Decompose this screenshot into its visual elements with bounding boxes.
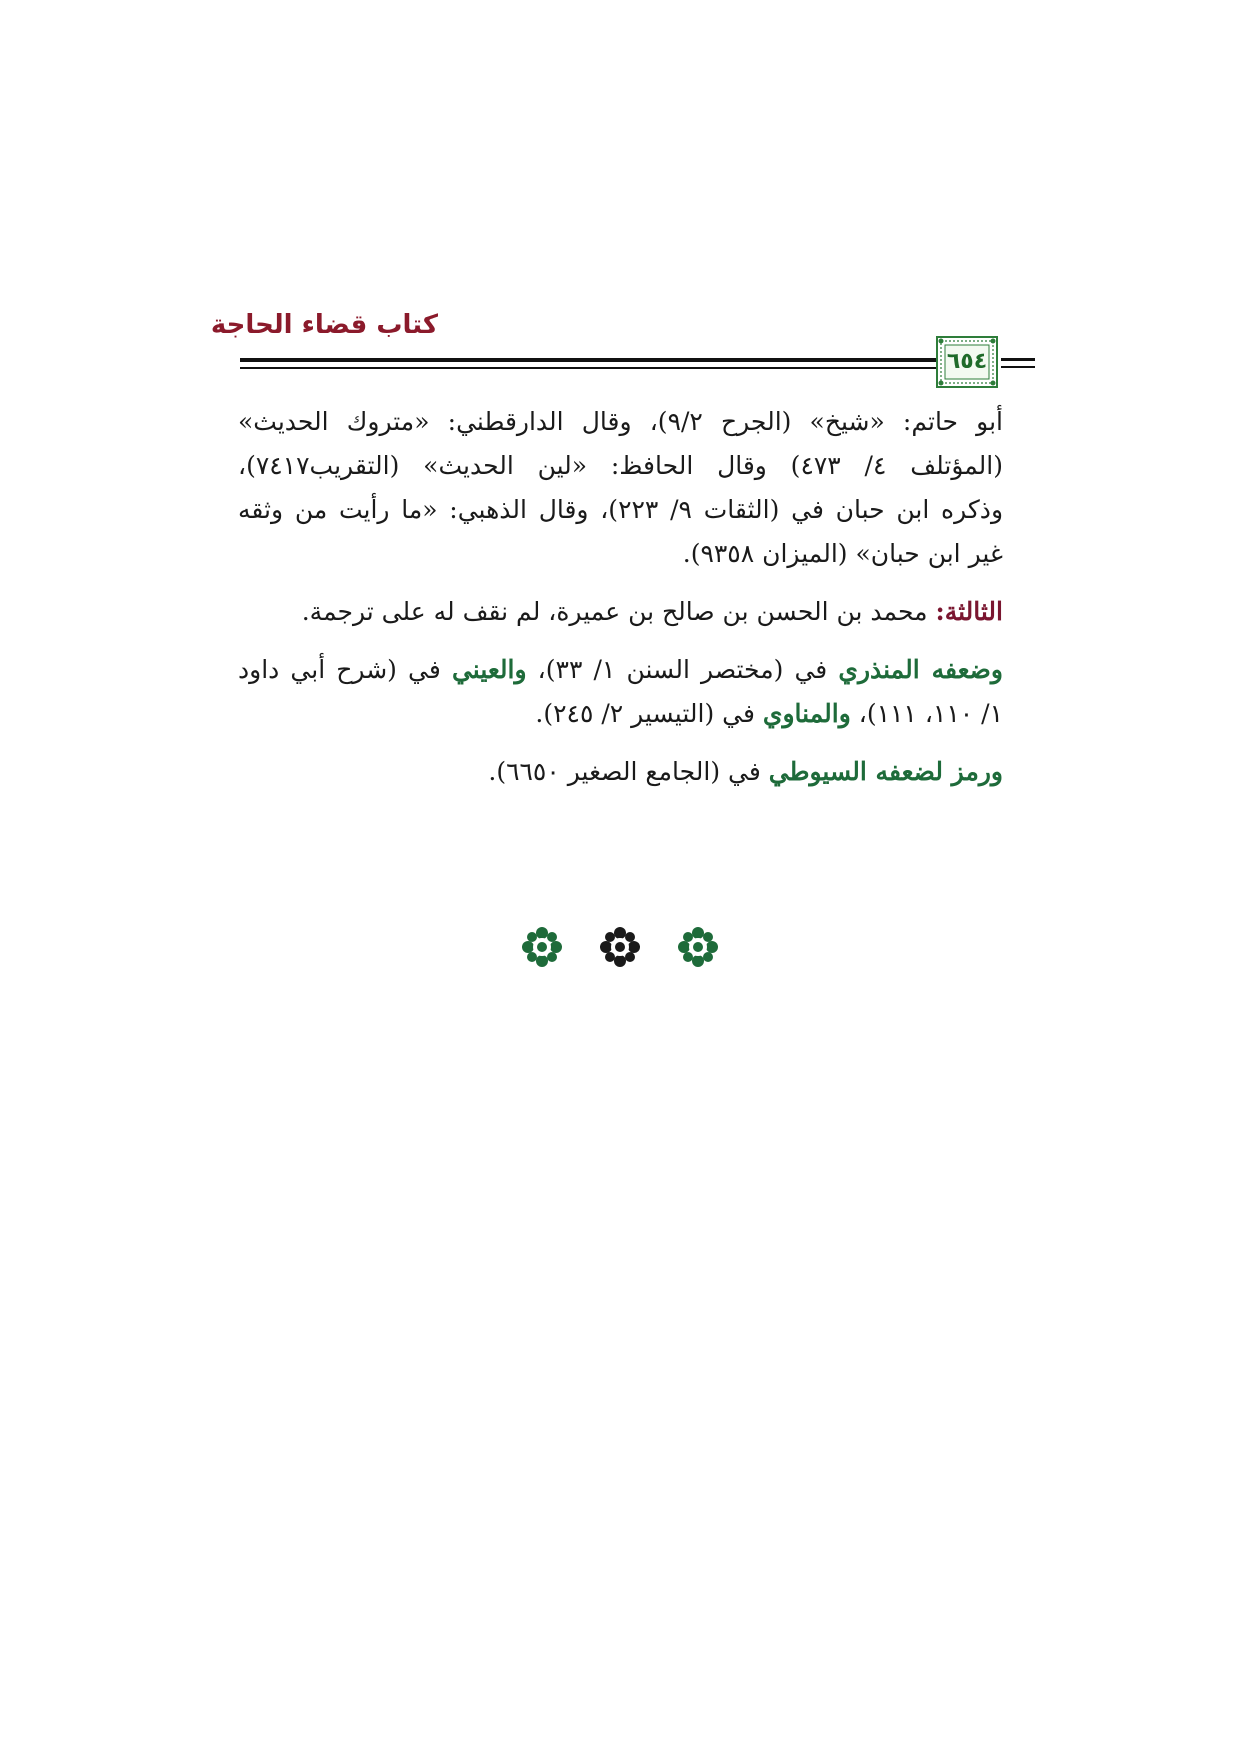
text-line: أبو حاتم: «شيخ» (الجرح ٩/٢)، وقال الدارقطني: «متروك الحديث» <box>238 407 1003 436</box>
page-number: ٦٥٤ <box>946 349 988 374</box>
header-rule-thin <box>240 367 990 369</box>
citation-text: في (التيسير ٢/ ٢٤٥). <box>535 699 763 728</box>
section-end-ornaments <box>520 925 720 969</box>
text-line: وذكره ابن حبان في (الثقات ٩/ ٢٢٣)، وقال الذهبي: «ما رأيت من وثقه <box>238 495 1004 524</box>
text-line <box>238 750 1003 794</box>
paragraph-gap <box>238 736 1003 750</box>
scholar-name: وضعفه المنذري <box>838 655 1003 684</box>
paragraph-gap <box>238 634 1003 648</box>
paragraph-gap <box>238 576 1003 590</box>
citation-text: في (شرح أبي داود <box>238 655 452 684</box>
citation-text: في (الجامع الصغير ٦٦٥٠). <box>488 757 769 786</box>
scholar-name: والمناوي <box>762 699 851 728</box>
text-line: (المؤتلف ٤/ ٤٧٣) وقال الحافظ: «لين الحديث» (التقريب٧٤١٧)، <box>238 451 1004 480</box>
scholar-name: والعيني <box>451 655 527 684</box>
text-line <box>238 692 1003 736</box>
header-rule-thick <box>240 358 990 362</box>
text-line: غير ابن حبان» (الميزان ٩٣٥٨). <box>682 539 1003 568</box>
page-number-badge <box>936 336 998 388</box>
flower-ornament-black-icon <box>598 925 642 969</box>
narrator-text: محمد بن الحسن بن صالح بن عميرة، لم نقف له على ترجمة. <box>301 597 936 626</box>
narrator-label: الثالثة: <box>935 597 1003 626</box>
header-rule-stub-thin <box>1001 366 1035 368</box>
header-rule-stub-thick <box>1001 358 1035 361</box>
citation-text: في (مختصر السنن ١/ ٣٣)، <box>526 655 839 684</box>
citation-text: ١/ ١١٠، ١١١)، <box>850 699 1003 728</box>
text-line <box>238 648 1003 692</box>
text-line <box>238 590 1003 634</box>
flower-ornament-green-icon <box>676 925 720 969</box>
running-header-title: كتاب قضاء الحاجة <box>210 310 438 340</box>
main-text <box>238 400 1003 794</box>
flower-ornament-green-icon <box>520 925 564 969</box>
scholar-name: ورمز لضعفه السيوطي <box>768 757 1003 786</box>
